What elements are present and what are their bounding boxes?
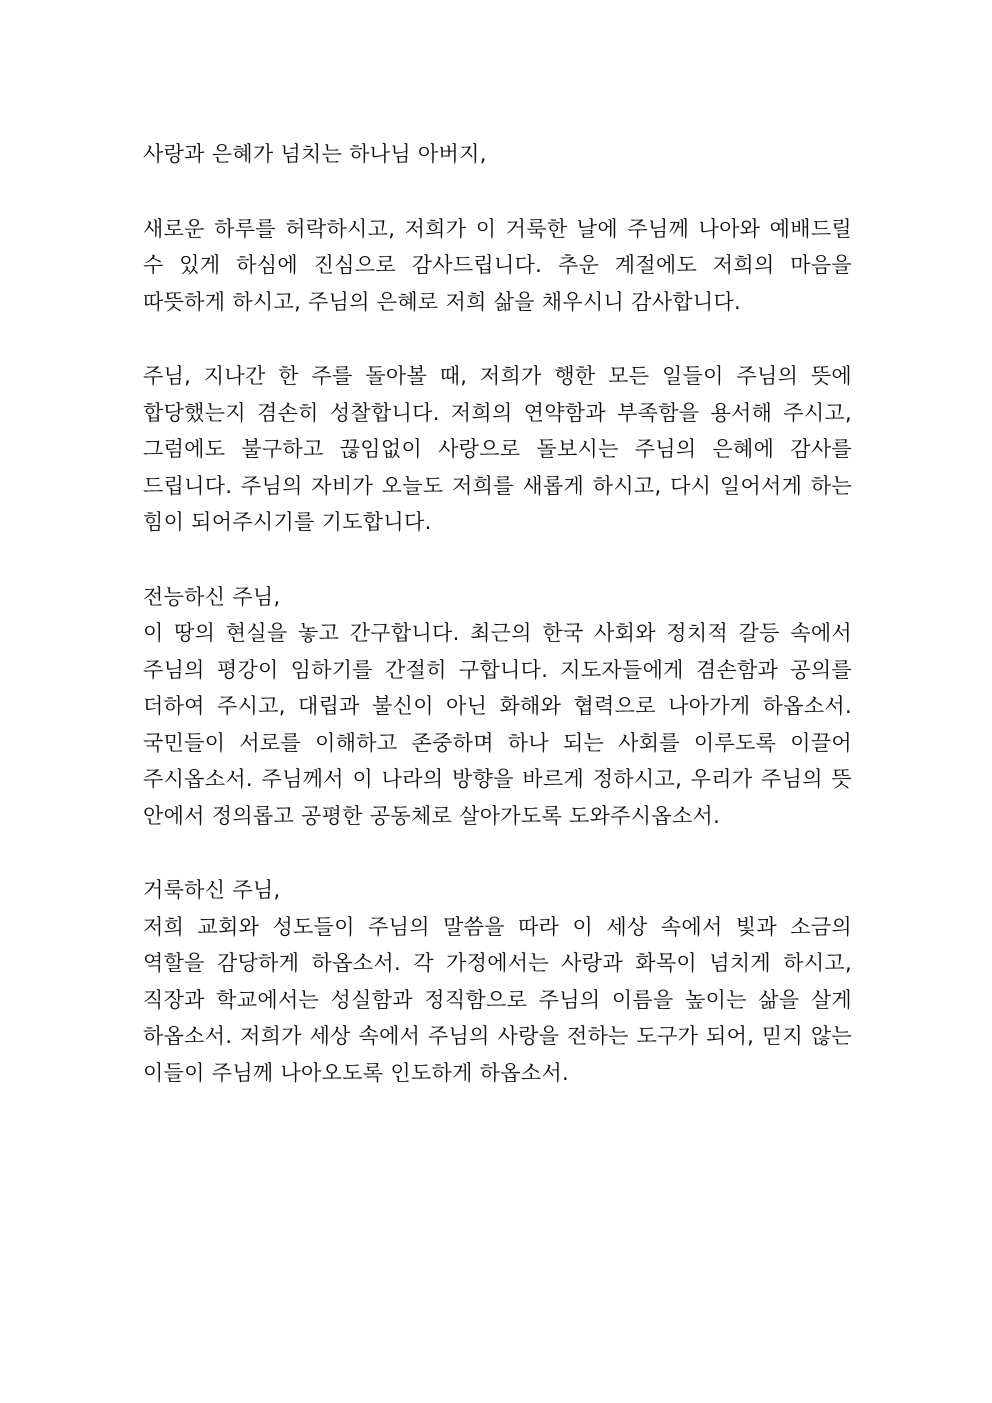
paragraph-thanksgiving: 새로운 하루를 허락하시고, 저희가 이 거룩한 날에 주님께 나아와 예배드릴 수 있게 하심에 진심으로 감사드립니다. 추운 계절에도 저희의 마음을 따뜻하게 하시고, 주님의 은혜로 저희 삶을 채우시니 감사합니다. xyxy=(143,216,852,314)
section-heading-almighty: 전능하신 주님, xyxy=(143,584,281,609)
paragraph-church: 저희 교회와 성도들이 주님의 말씀을 따라 이 세상 속에서 빛과 소금의 역할을 감당하게 하옵소서. 각 가정에서는 사랑과 화목이 넘치게 하시고, 직장과 학교에서는 성실함과 정직함으로 주님의 이름을 높이는 삶을 살게 하옵소서. 저희가 세상 속에서 주님의 사랑을 전하는 도구가 되어, 믿지 않는 이들이 주님께 나아오도록 인도하게 하옵소서. xyxy=(143,914,852,1085)
greeting-line: 사랑과 은혜가 넘치는 하나님 아버지, xyxy=(143,142,487,166)
prayer-text-body xyxy=(143,136,852,1091)
section-heading-holy: 거룩하신 주님, xyxy=(143,878,281,902)
paragraph-nation: 이 땅의 현실을 놓고 간구합니다. 최근의 한국 사회와 정치적 갈등 속에서 주님의 평강이 임하기를 간절히 구합니다. 지도자들에게 겸손함과 공의를 더하여 주시고, 대립과 불신이 아닌 화해와 협력으로 나아가게 하옵소서. 국민들이 서로를 이해하고 존중하며 하나 되는 사회를 이루도록 이끌어 주시옵소서. 주님께서 이 나라의 방향을 바르게 정하시고, 우리가 주님의 뜻 안에서 정의롭고 공평한 공동체로 살아가도록 도와주시옵소서. xyxy=(143,621,852,828)
paragraph-reflection: 주님, 지나간 한 주를 돌아볼 때, 저희가 행한 모든 일들이 주님의 뜻에 합당했는지 겸손히 성찰합니다. 저희의 연약함과 부족함을 용서해 주시고, 그럼에도 불구하고 끊임없이 사랑으로 돌보시는 주님의 은혜에 감사를 드립니다. 주님의 자비가 오늘도 저희를 새롭게 하시고, 다시 일어서게 하는 힘이 되어주시기를 기도합니다. xyxy=(143,364,852,534)
